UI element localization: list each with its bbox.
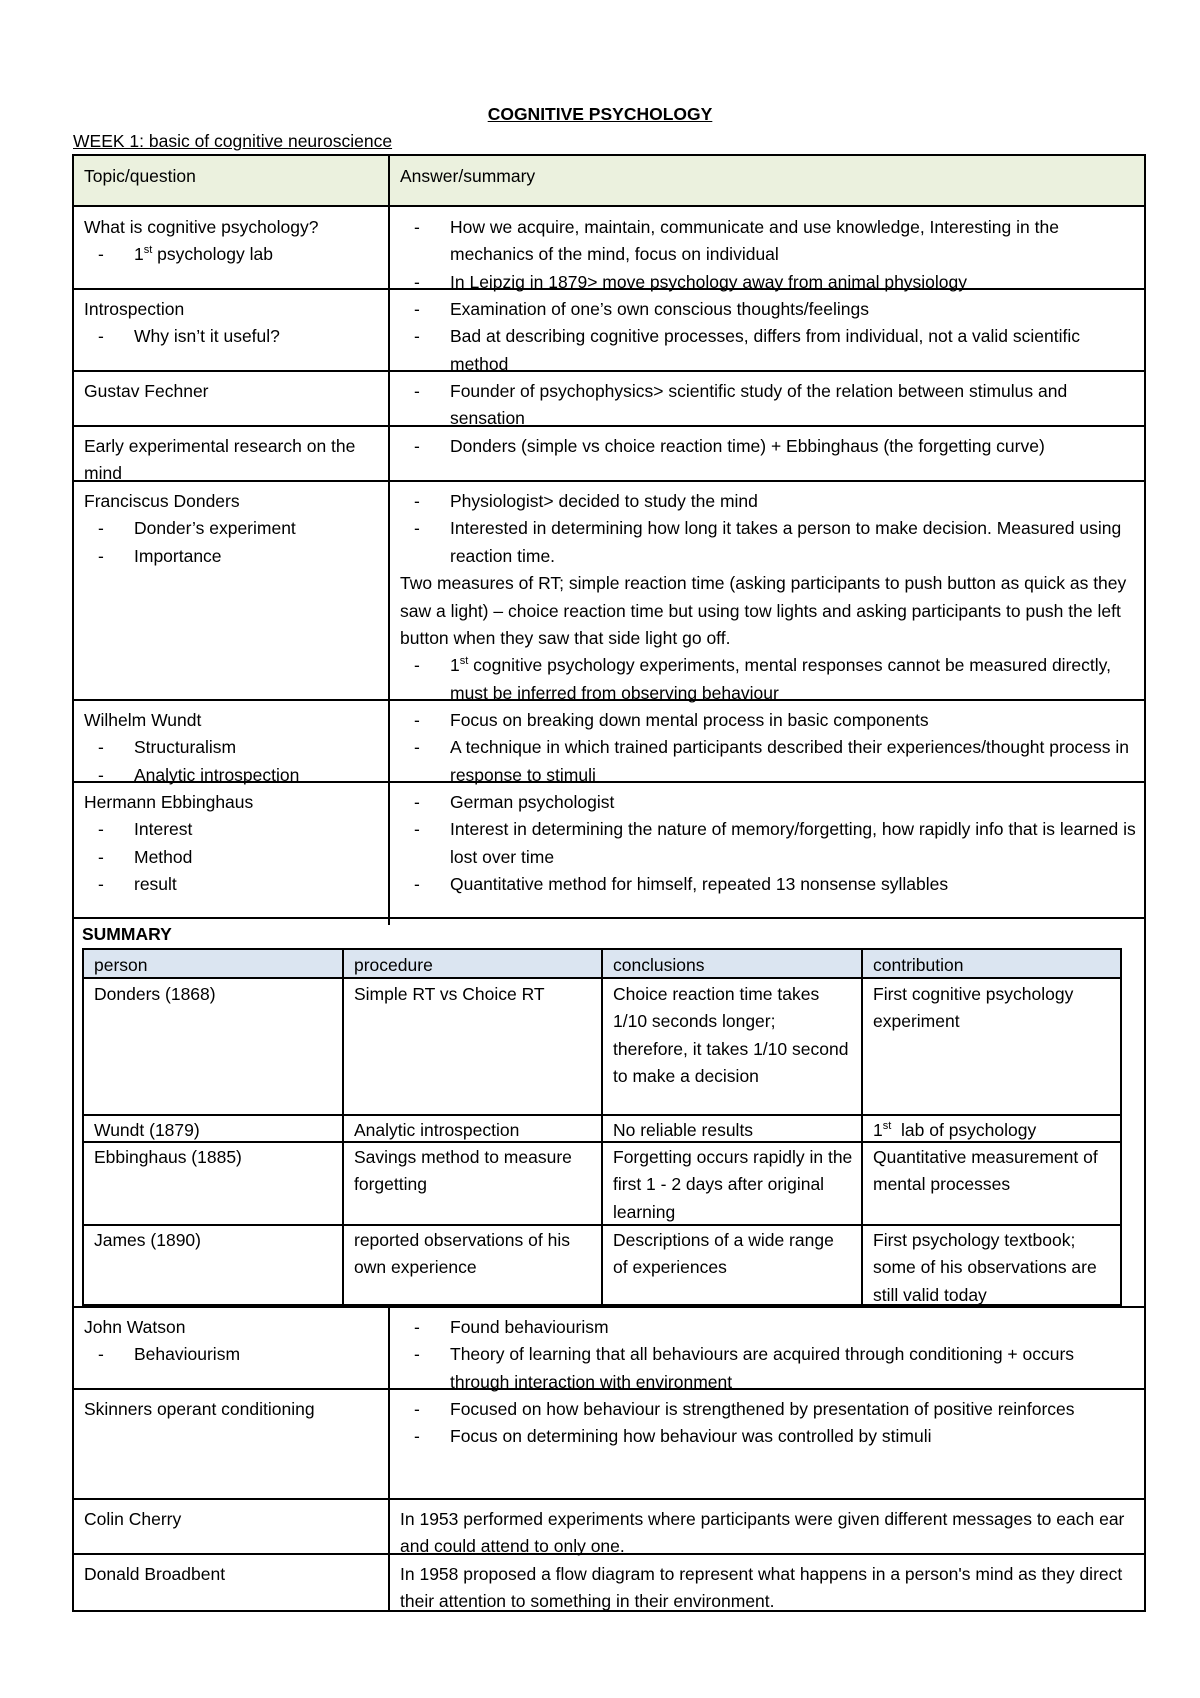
answer-cell [390, 208, 1144, 296]
subitem: - Analytic introspection [84, 762, 380, 789]
header-answer: Answer/summary [400, 166, 536, 186]
summary-cell: Descriptions of a wide range of experiences [613, 1230, 834, 1278]
summary-cell: Ebbinghaus (1885) [94, 1147, 242, 1167]
subitem: - 1st psychology lab [84, 241, 380, 268]
header-topic: Topic/question [84, 166, 196, 186]
answer-item: - Examination of one’s own conscious thoughts/feelings [400, 296, 1136, 323]
answer-item: - Founder of psychophysics> scientific study of the relation between stimulus and sensation [400, 378, 1136, 433]
topic-title: Franciscus Donders [84, 491, 240, 511]
answer-cell [390, 290, 1144, 378]
summary-header-procedure: procedure [354, 955, 433, 975]
answer-cell: In 1953 performed experiments where participants were given different messages to each ear and could attend to only one. [400, 1509, 1125, 1557]
summary-cell: James (1890) [94, 1230, 201, 1250]
summary-cell: Donders (1868) [94, 984, 216, 1004]
topic-cell [74, 427, 388, 488]
answer-item: - Interested in determining how long it takes a person to make decision. Measured using reaction time. [400, 515, 1136, 570]
answer-item: - Found behaviourism [400, 1314, 1136, 1341]
answer-paragraph: Two measures of RT; simple reaction time (asking participants to push button as quick as they saw a light) – choice reaction time but using tow lights and asking participants to push the left button when they saw that side light go off. [400, 573, 1127, 649]
answer-item: - Donders (simple vs choice reaction time) + Ebbinghaus (the forgetting curve) [400, 433, 1136, 460]
summary-header-person: person [94, 955, 148, 975]
page-title: COGNITIVE PSYCHOLOGY [487, 104, 713, 124]
answer-cell [390, 1308, 1144, 1396]
topic-title: Skinners operant conditioning [84, 1399, 315, 1419]
topic-title: Gustav Fechner [84, 381, 209, 401]
summary-cell: Wundt (1879) [94, 1120, 200, 1140]
answer-item: - Physiologist> decided to study the mind [400, 488, 1136, 515]
topic-cell [74, 1500, 388, 1533]
summary-cell: First cognitive psychology experiment [873, 984, 1074, 1032]
summary-cell: Savings method to measure forgetting [354, 1147, 572, 1195]
topic-cell [74, 701, 388, 789]
summary-cell: reported observations of his own experience [354, 1230, 570, 1278]
topic-title: Colin Cherry [84, 1509, 182, 1529]
topic-title: Wilhelm Wundt [84, 710, 202, 730]
answer-item: - 1st cognitive psychology experiments, mental responses cannot be measured directly, must be inferred from observing behaviour [400, 652, 1136, 707]
subitem: - Donder’s experiment [84, 515, 380, 542]
topic-cell [74, 482, 388, 570]
topic-cell [74, 290, 388, 351]
topic-title: Hermann Ebbinghaus [84, 792, 254, 812]
answer-cell [390, 701, 1144, 789]
answer-item: - Focused on how behaviour is strengthened by presentation of positive reinforces [400, 1396, 1136, 1423]
answer-item: - Theory of learning that all behaviours are acquired through conditioning + occurs through interaction with environment [400, 1341, 1136, 1396]
row-divider [72, 205, 1146, 207]
summary-cell: 1st lab of psychology [873, 1120, 1037, 1140]
subitem: - Method [84, 844, 380, 871]
subitem: - Interest [84, 816, 380, 843]
subitem: - Importance [84, 543, 380, 570]
summary-cell: Forgetting occurs rapidly in the first 1 - 2 days after original learning [613, 1147, 853, 1222]
answer-cell [390, 783, 1144, 899]
subitem: - result [84, 871, 380, 898]
answer-item: - Interest in determining the nature of memory/forgetting, how rapidly info that is learned is lost over time [400, 816, 1136, 871]
topic-cell [74, 783, 388, 899]
answer-item: - How we acquire, maintain, communicate and use knowledge, Interesting in the mechanics of the mind, focus on individual [400, 214, 1136, 269]
week-heading: WEEK 1: basic of cognitive neuroscience [73, 131, 393, 151]
subitem: - Behaviourism [84, 1341, 380, 1368]
topic-cell [74, 1390, 388, 1423]
answer-item: - Focus on determining how behaviour was controlled by stimuli [400, 1423, 1136, 1450]
summary-cell: Quantitative measurement of mental processes [873, 1147, 1098, 1195]
subitem: - Why isn’t it useful? [84, 323, 380, 350]
row-divider [72, 917, 1146, 919]
topic-cell [74, 1555, 388, 1588]
answer-cell [390, 372, 1144, 433]
summary-header-contribution: contribution [873, 955, 964, 975]
answer-cell: In 1958 proposed a flow diagram to represent what happens in a person's mind as they direct their attention to something in their environment. [400, 1564, 1123, 1612]
answer-item: - German psychologist [400, 789, 1136, 816]
topic-title: What is cognitive psychology? [84, 217, 319, 237]
summary-cell: Simple RT vs Choice RT [354, 984, 545, 1004]
topic-title: Introspection [84, 299, 185, 319]
summary-cell: Analytic introspection [354, 1120, 520, 1140]
topic-title: John Watson [84, 1317, 186, 1337]
answer-item: - Quantitative method for himself, repeated 13 nonsense syllables [400, 871, 1136, 898]
summary-cell: First psychology textbook; some of his observations are still valid today [873, 1230, 1097, 1305]
summary-header-conclusions: conclusions [613, 955, 705, 975]
topic-title: Early experimental research on the mind [84, 436, 356, 484]
answer-item: - Bad at describing cognitive processes, differs from individual, not a valid scientific method [400, 323, 1136, 378]
topic-cell [74, 208, 388, 269]
answer-cell [390, 427, 1144, 460]
topic-cell [74, 372, 388, 405]
answer-cell [390, 482, 1144, 707]
topic-cell [74, 1308, 388, 1369]
answer-item: - Focus on breaking down mental process in basic components [400, 707, 1136, 734]
answer-item: - In Leipzig in 1879> move psychology away from animal physiology [400, 269, 1136, 296]
topic-title: Donald Broadbent [84, 1564, 226, 1584]
topic-subitems [84, 241, 380, 268]
subitem: - Structuralism [84, 734, 380, 761]
summary-heading: SUMMARY [82, 924, 172, 944]
answer-cell [390, 1390, 1144, 1451]
summary-cell: No reliable results [613, 1120, 754, 1140]
summary-cell: Choice reaction time takes 1/10 seconds longer; therefore, it takes 1/10 second to make a decision [613, 984, 849, 1087]
answer-item: - A technique in which trained participants described their experiences/thought process in response to stimuli [400, 734, 1136, 789]
